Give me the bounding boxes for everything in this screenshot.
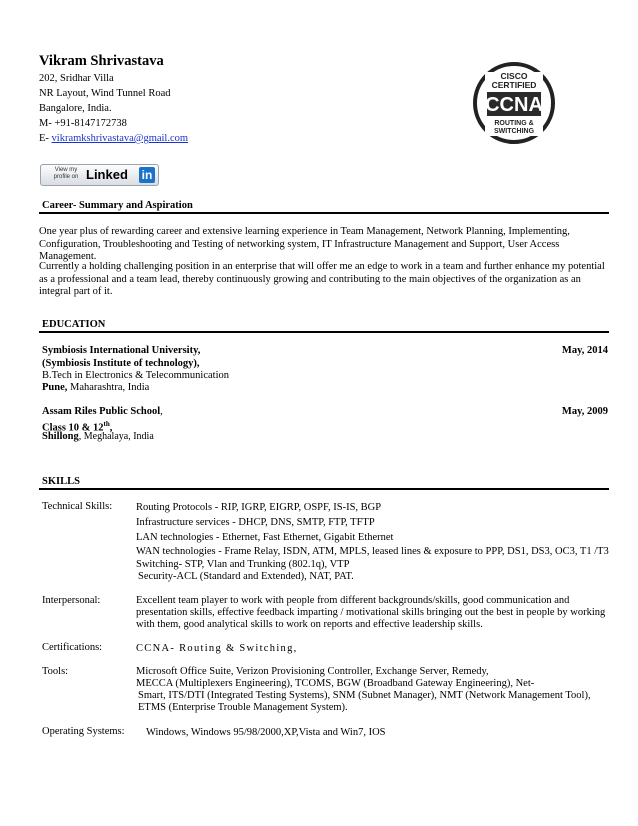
tools-line-4: ETMS (Enterprise Trouble Management System).	[138, 702, 348, 713]
interpersonal-line-1: Excellent team player to work with people from different backgrounds/skills, good communication and	[136, 595, 570, 606]
education-1-region: Maharashtra, India	[67, 382, 150, 393]
linkedin-small-text	[50, 167, 82, 181]
technical-skill-5: Switching- STP, Vlan and Trunking (802.1q), VTP	[136, 559, 350, 570]
technical-skill-2: Infrastructure services - DHCP, DNS, SMTP, FTP, TFTP	[136, 517, 375, 528]
education-2-institution	[42, 406, 163, 419]
linkedin-wordmark: Linked	[86, 167, 128, 182]
address-line-3: Bangalore, India.	[39, 103, 112, 114]
skills-divider	[39, 488, 609, 490]
technical-skill-4: WAN technologies - Frame Relay, ISDN, ATM, MPLS, leased lines & exposure to PPP, DS1, DS3, OC3, T1 /T3	[136, 546, 609, 557]
logo-certified-text: CERTIFIED	[491, 80, 537, 90]
education-2-city: Shillong	[42, 431, 79, 442]
education-1-institution: Symbiosis International University,	[42, 345, 201, 356]
interpersonal-line-3: with them, good analytical skills to work on reports and effective leadership skills.	[136, 619, 483, 630]
linkedin-profile-on: profile on	[53, 174, 79, 180]
career-section-title: Career- Summary and Aspiration	[42, 200, 193, 211]
education-1-location	[42, 382, 149, 395]
career-summary-paragraph: One year plus of rewarding career and extensive learning experience in Team Management, Network Planning, Implementing, Configuration, Troubleshooting and Testing of networking system, IT Infrastructure Management and Support, User Access Management.	[39, 226, 570, 262]
education-2-class-text: Class 10 & 12	[42, 422, 104, 434]
certifications-label: Certifications:	[42, 642, 103, 653]
operating-systems-label: Operating Systems:	[42, 726, 125, 737]
education-2-comma: ,	[160, 406, 163, 417]
address-line-1: 202, Sridhar Villa	[39, 73, 114, 84]
technical-skill-1: Routing Protocols - RIP, IGRP, EIGRP, OSPF, IS-IS, BGP	[136, 502, 382, 513]
operating-systems-value: Windows, Windows 95/98/2000,XP,Vista and Win7, IOS	[146, 727, 386, 738]
logo-routing-text: ROUTING &	[494, 120, 534, 127]
career-divider	[39, 212, 609, 214]
certifications-value: CCNA- Routing & Switching,	[136, 643, 298, 654]
education-2-region: , Meghalaya, India	[78, 431, 154, 442]
tools-line-1: Microsoft Office Suite, Verizon Provisioning Controller, Exchange Server, Remedy,	[136, 666, 489, 677]
technical-skill-3: LAN technologies - Ethernet, Fast Ethernet, Gigabit Ethernet	[136, 532, 394, 543]
education-2-date: May, 2009	[561, 406, 608, 417]
linkedin-profile-badge[interactable]	[40, 164, 159, 186]
linkedin-view-my: View my	[54, 167, 78, 173]
career-aspiration-paragraph: Currently a holding challenging position in an enterprise that will offer me an edge to work in a team and further enhance my potential as a professional and a team lead, thereby continuously growing and contributing to the main objectives of the organization as an integral part of it.	[39, 261, 605, 297]
education-1-institute: (Symbiosis Institute of technology),	[42, 358, 200, 369]
education-2-class-sup: th	[103, 420, 110, 428]
logo-cisco-text: CISCO	[500, 71, 528, 81]
email-prefix: E-	[39, 133, 52, 144]
education-section-title: EDUCATION	[42, 319, 106, 330]
education-2-location	[42, 431, 154, 444]
email-link[interactable]: vikramkshrivastava@gmail.com	[51, 133, 189, 144]
mobile-number: M- +91-8147172738	[39, 118, 127, 129]
education-1-date: May, 2014	[561, 345, 608, 356]
interpersonal-line-2: presentation skills, effective feedback imparting / motivational skills bringing out the best in people by working	[136, 607, 606, 618]
education-2-class-comma: ,	[109, 422, 113, 434]
interpersonal-label: Interpersonal:	[42, 595, 101, 606]
address-line-2: NR Layout, Wind Tunnel Road	[39, 88, 171, 99]
education-divider	[39, 331, 609, 333]
tools-line-2: MECCA (Multiplexers Engineering), TCOMS, BGW (Broadband Gateway Engineering), Net-	[136, 678, 535, 689]
skills-section-title: SKILLS	[42, 476, 80, 487]
logo-switching-text: SWITCHING	[493, 128, 535, 135]
logo-ccna-text: CCNA	[485, 94, 543, 116]
technical-skills-label: Technical Skills:	[42, 501, 113, 512]
education-2-school-name: Assam Riles Public School	[42, 406, 161, 417]
email-line	[39, 131, 188, 146]
tools-line-3: Smart, ITS/DTI (Integrated Testing Systems), SNM (Subnet Manager), NMT (Network Management Tool),	[138, 690, 591, 701]
ccna-certification-logo	[463, 62, 565, 144]
technical-skill-6: Security-ACL (Standard and Extended), NAT, PAT.	[138, 571, 354, 582]
education-1-city: Pune,	[42, 382, 68, 393]
candidate-name: Vikram Shrivastava	[39, 53, 164, 69]
linkedin-in-icon: in	[139, 167, 155, 183]
tools-label: Tools:	[42, 666, 69, 677]
education-1-degree: B.Tech in Electronics & Telecommunication	[42, 370, 229, 381]
